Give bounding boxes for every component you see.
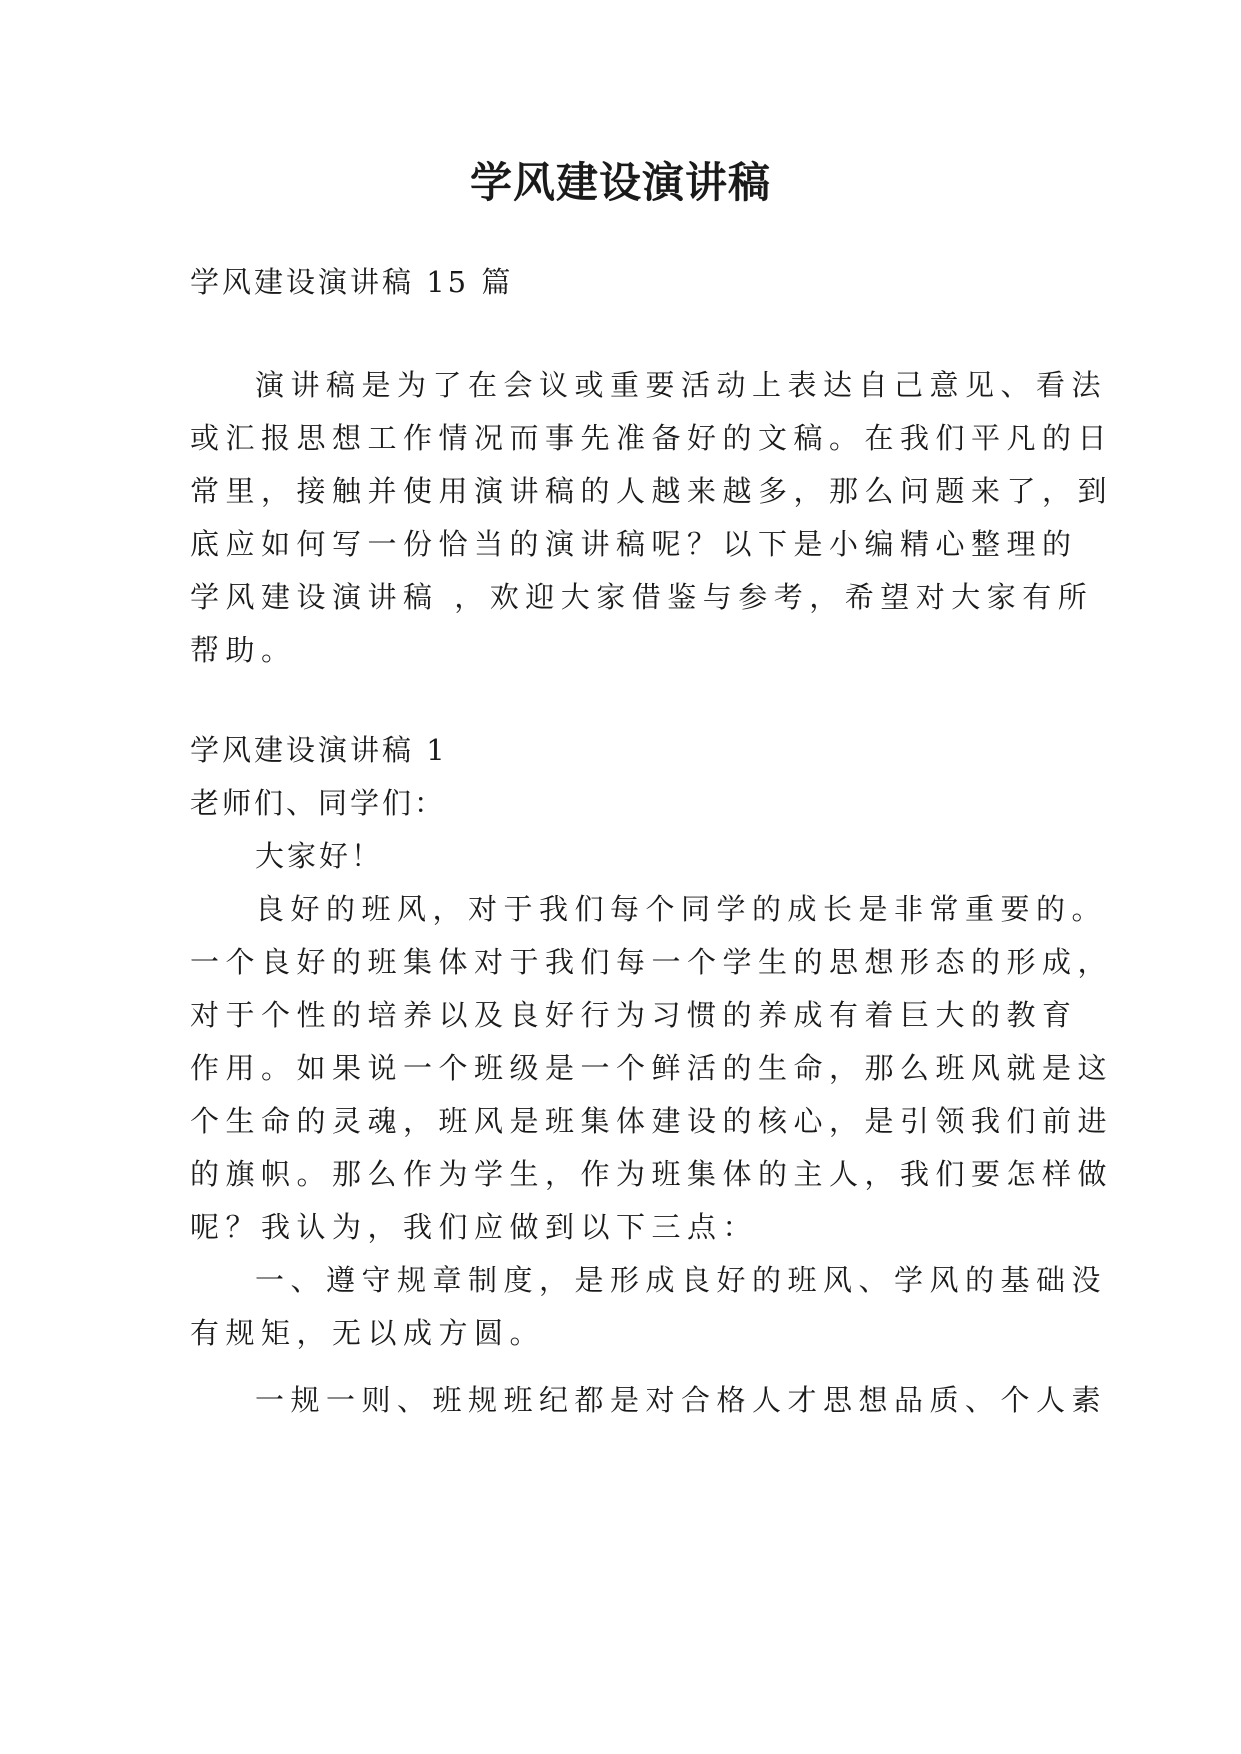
body-line: 一规一则、班规班纪都是对合格人才思想品质、个人素 (255, 1383, 1108, 1417)
intro-line: 底应如何写一份恰当的演讲稿呢？以下是小编精心整理的 (190, 527, 1078, 561)
body-line: 对于个性的培养以及良好行为习惯的养成有着巨大的教育 (190, 998, 1078, 1032)
body-line: 的旗帜。那么作为学生，作为班集体的主人，我们要怎样做 (190, 1157, 1114, 1191)
body-line: 一个良好的班集体对于我们每一个学生的思想形态的形成， (190, 945, 1114, 979)
body-line: 作用。如果说一个班级是一个鲜活的生命，那么班风就是这 (190, 1051, 1114, 1085)
document-subtitle: 学风建设演讲稿 15 篇 (190, 265, 514, 299)
body-line: 一、遵守规章制度，是形成良好的班风、学风的基础没 (255, 1263, 1108, 1297)
body-line: 个生命的灵魂，班风是班集体建设的核心，是引领我们前进 (190, 1104, 1114, 1138)
intro-line: 学风建设演讲稿 ，欢迎大家借鉴与参考，希望对大家有所 (190, 580, 1094, 614)
greeting: 大家好！ (255, 839, 384, 873)
body-line: 良好的班风，对于我们每个同学的成长是非常重要的。 (255, 892, 1108, 926)
body-line: 呢？我认为，我们应做到以下三点： (190, 1210, 759, 1244)
intro-line: 或汇报思想工作情况而事先准备好的文稿。在我们平凡的日 (190, 421, 1114, 455)
salutation: 老师们、同学们： (190, 786, 447, 820)
body-line: 有规矩，无以成方圆。 (190, 1316, 546, 1350)
intro-line: 常里，接触并使用演讲稿的人越来越多，那么问题来了，到 (190, 474, 1114, 508)
document-title: 学风建设演讲稿 (469, 158, 771, 207)
intro-line: 帮助。 (190, 633, 297, 667)
intro-line: 演讲稿是为了在会议或重要活动上表达自己意见、看法 (255, 368, 1108, 402)
section-heading: 学风建设演讲稿 1 (190, 733, 448, 767)
